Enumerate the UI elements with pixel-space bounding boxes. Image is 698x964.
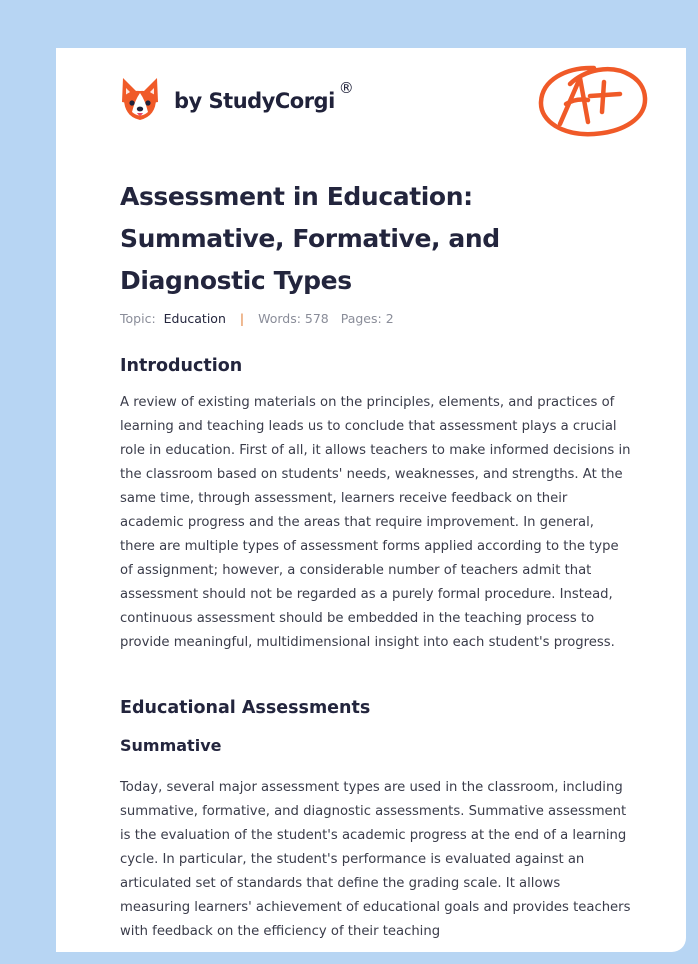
grade-badge (536, 58, 651, 147)
topic-link[interactable]: Education (163, 311, 226, 326)
paragraph-summative: Today, several major assessment types are used in the classroom, including summative, formative, and diagnostic assessments. Summative assessment is the evaluation of the student's academic progress at the end of a learning cycle. In particular, the student's performance is evaluated against an articulated set of standards that define the grading scale. It allows measuring learners' achievement of educational goals and provides teachers with feedback on the efficiency of their teaching (120, 780, 631, 939)
page-count: Pages: 2 (340, 311, 394, 326)
section-heading-introduction: Introduction (120, 356, 243, 376)
paragraph-introduction: A review of existing materials on the principles, elements, and practices of learning and teaching leads us to conclude that assessment plays a crucial role in education. First of all, it allows teachers to make informed decisions in the classroom based on students' needs, weaknesses, and strengths. At the same time, through assessment, learners receive feedback on their academic progress and the areas that require improvement. In general, there are multiple types of assessment forms applied according to the type of assignment; however, a considerable number of teachers admit that assessment should not be regarded as a purely formal procedure. Instead, continuous assessment should be embedded in the teaching process to provide meaningful, multidimensional insight into each student's progress. (120, 395, 631, 650)
meta-separator: | (239, 311, 245, 326)
essay-meta (120, 311, 394, 326)
document-page (56, 48, 686, 952)
essay-title: Assessment in Education: Summative, Formative, and Diagnostic Types (120, 182, 500, 295)
registered-mark: ® (338, 79, 354, 97)
corgi-logo-icon (120, 76, 160, 122)
word-count: Words: 578 (258, 311, 329, 326)
brand-logo[interactable] (120, 74, 354, 124)
section-heading-educational-assessments: Educational Assessments (120, 698, 371, 718)
topic-label: Topic: (120, 311, 156, 326)
brand-name: by StudyCorgi (174, 89, 335, 113)
subsection-heading-summative: Summative (120, 736, 222, 755)
a-plus-grade-icon (536, 58, 651, 143)
